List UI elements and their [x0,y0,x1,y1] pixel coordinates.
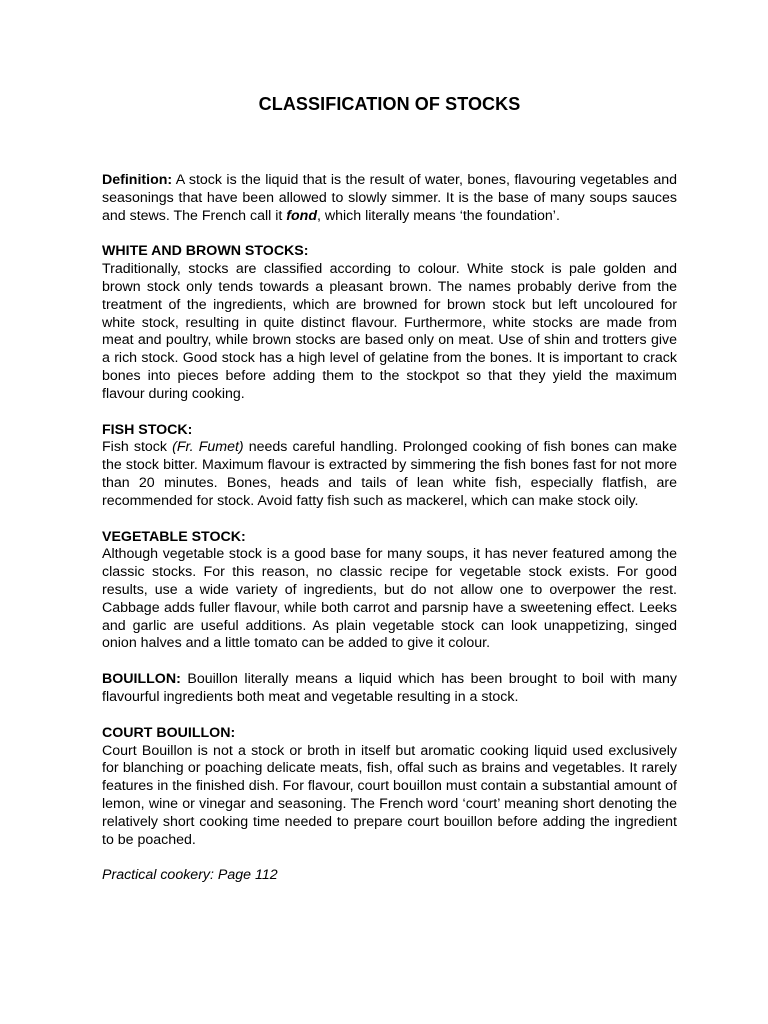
definition-label: Definition: [102,172,173,188]
page-title: CLASSIFICATION OF STOCKS [258,94,521,114]
bouillon-text: Bouillon literally means a liquid which has been brought to boil with many flavourful ingredients both meat and vegetable resulting in a stock. [102,671,677,705]
source-footer: Practical cookery: Page 112 [102,867,278,884]
fish-section [102,422,677,511]
fish-term: (Fr. Fumet) [172,439,244,456]
vegetable-heading: VEGETABLE STOCK: [102,528,246,545]
vegetable-section [102,529,677,654]
white-brown-text: Traditionally, stocks are classified according to colour. White stock is pale golden and brown stock only tends towards a pleasant brown. The names probably derive from the treatment of the ingredients, which are browned for brown stock but left uncoloured for white stock, resulting in quite distinct flavour. Furthermore, white stocks are made from meat and poultry, while brown stocks are based only on meat. Use of shin and trotters give a rich stock. Good stock has a high level of gelatine from the bones. It is important to crack bones into pieces before adding them to the stockpot so that they yield the maximum flavour during cooking. [102,261,677,402]
definition-paragraph [102,172,677,225]
document-page [102,92,677,885]
court-bouillon-section [102,725,677,850]
court-bouillon-text: Court Bouillon is not a stock or broth in itself but aromatic cooking liquid used exclusively for blanching or poaching delicate meats, fish, offal such as brains and vegetables. It rarely features in the finished dish. For flavour, court bouillon must contain a substantial amount of lemon, wine or vinegar and seasoning. The French word ‘court’ meaning short denoting the relatively short cooking time needed to prepare court bouillon before adding the ingredient to be poached. [102,742,677,848]
vegetable-text: Although vegetable stock is a good base for many soups, it has never featured among the classic stocks. For this reason, no classic recipe for vegetable stock exists. For good results, use a wide variety of ingredients, but do not allow one to overpower the rest. Cabbage adds fuller flavour, while both carrot and parsnip have a sweetening effect. Leeks and garlic are useful additions. As plain vegetable stock can look unappetizing, singed onion halves and a little tomato can be added to give it colour. [102,546,677,652]
bouillon-label: BOUILLON: [102,671,181,688]
definition-text-start: A stock is the liquid that is the result of water, bones, flavouring vegetables and seasonings that have been allowed to slowly simmer. It is the base of many soups sauces and stews. The French call it [102,172,677,224]
fish-text [102,439,677,510]
fish-text-start: Fish stock [102,439,173,456]
definition-term: fond [286,207,317,224]
definition-text-end: , which literally means ‘the foundation’. [317,207,560,224]
fish-heading: FISH STOCK: [102,421,193,438]
court-bouillon-heading: COURT BOUILLON: [102,724,236,741]
bouillon-paragraph [102,671,677,707]
fish-text-end: needs careful handling. Prolonged cooking of fish bones can make the stock bitter. Maximum flavour is extracted by simmering the fish bones fast for not more than 20 minutes. Bones, heads and tails of lean white fish, especially flatfish, are recommended for stock. Avoid fatty fish such as mackerel, which can make stock oily. [102,439,677,509]
white-brown-section [102,243,677,403]
white-brown-heading: WHITE AND BROWN STOCKS: [102,243,309,260]
